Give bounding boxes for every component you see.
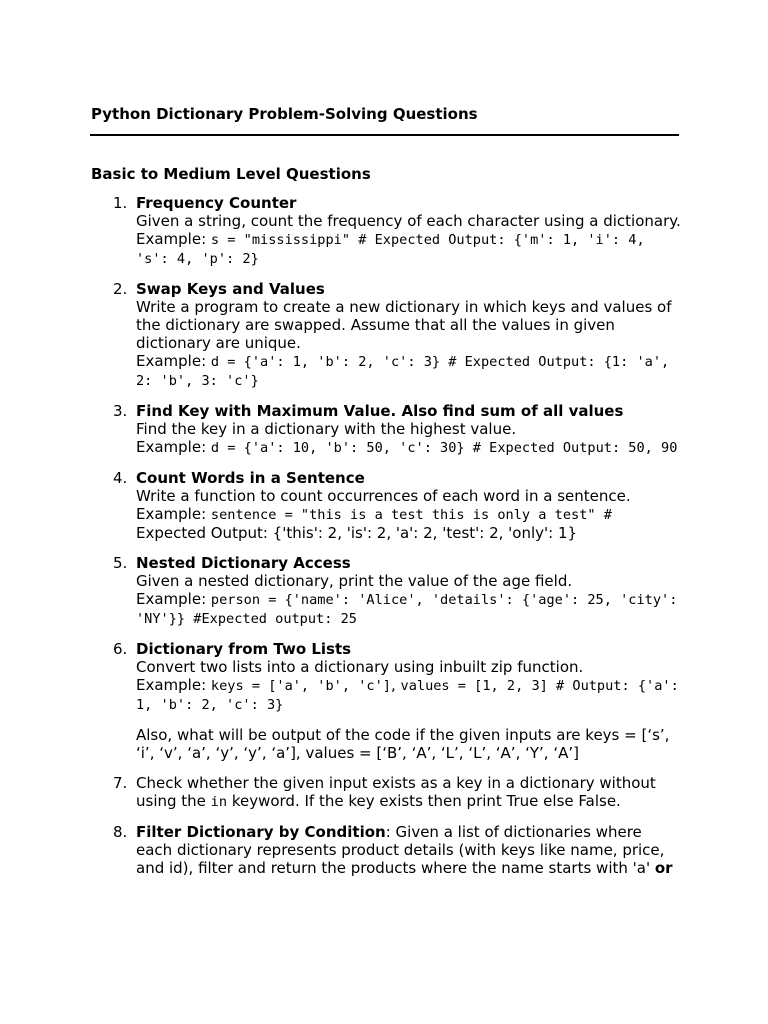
example-code: sentence = "this is a test this is only a test" #: [210, 507, 612, 523]
question-title: Nested Dictionary Access: [136, 554, 351, 572]
example-expected: Expected Output: {'this': 2, 'is': 2, 'a': 2, 'test': 2, 'only': 1}: [136, 524, 578, 542]
example-code: keys = ['a', 'b', 'c']: [210, 678, 391, 694]
question-list: [91, 194, 681, 889]
example-label: Example:: [136, 676, 211, 694]
question-description: Write a program to create a new dictionary in which keys and values of the dictionary are swapped. Assume that all the values in given dictionary are unique.: [136, 298, 672, 352]
section-heading: Basic to Medium Level Questions: [91, 165, 371, 183]
question-text-bold: or: [654, 859, 673, 877]
question-title: Find Key with Maximum Value. Also find sum of all values: [136, 402, 624, 420]
question-title: Frequency Counter: [136, 194, 297, 212]
question-4: [91, 469, 681, 542]
example-label: Example:: [136, 590, 211, 608]
example-code: person = {'name': 'Alice', 'details': {'age': 25, 'city': 'NY'}} #Expected output: 25: [136, 592, 678, 627]
question-1: [91, 194, 681, 268]
example-label: Example:: [136, 438, 211, 456]
title-divider: [90, 134, 679, 136]
example-code-values: values = [1, 2, 3] # Output: {'a': 1, 'b': 2, 'c': 3}: [136, 678, 679, 713]
question-title: Swap Keys and Values: [136, 280, 325, 298]
question-description: Convert two lists into a dictionary using inbuilt zip function.: [136, 658, 584, 676]
question-3: [91, 402, 681, 457]
question-text-end: keyword. If the key exists then print True else False.: [227, 792, 621, 810]
document-title: Python Dictionary Problem-Solving Questions: [91, 105, 478, 123]
question-example: [136, 505, 681, 542]
question-description: Given a nested dictionary, print the value of the age field.: [136, 572, 573, 590]
question-6: [91, 640, 681, 762]
question-example: [136, 590, 681, 628]
question-example: [136, 230, 681, 268]
example-label: Example:: [136, 505, 211, 523]
question-description: Find the key in a dictionary with the highest value.: [136, 420, 517, 438]
question-2: [91, 280, 681, 390]
question-description: Given a string, count the frequency of each character using a dictionary.: [136, 212, 681, 230]
question-text: : Given a list of dictionaries where each dictionary represents product details (with keys like name, price, and id), filter and return the products where the name starts with 'a': [136, 823, 665, 877]
example-label: Example:: [136, 352, 211, 370]
question-title: Count Words in a Sentence: [136, 469, 365, 487]
question-text: Check whether the given input exists as a key in a dictionary without using the: [136, 774, 656, 810]
inline-code: in: [210, 794, 228, 810]
question-number: 5.: [113, 554, 128, 572]
question-7: [91, 774, 681, 811]
example-separator: ,: [390, 676, 401, 694]
question-5: [91, 554, 681, 628]
question-description: [136, 823, 681, 877]
example-label: Example:: [136, 230, 211, 248]
question-example: [136, 676, 681, 714]
question-title: Dictionary from Two Lists: [136, 640, 352, 658]
example-expected: # Expected Output: 50, 90: [464, 440, 678, 456]
example-code: s = "mississippi" # Expected Output: {'m': 1, 'i': 4, 's': 4, 'p': 2}: [136, 232, 645, 267]
question-description: Write a function to count occurrences of each word in a sentence.: [136, 487, 631, 505]
question-number: 3.: [113, 402, 128, 420]
question-number: 2.: [113, 280, 128, 298]
question-8: [91, 823, 681, 877]
question-number: 7.: [113, 774, 128, 792]
example-code: d = {'a': 1, 'b': 2, 'c': 3} # Expected Output: {1: 'a', 2: 'b', 3: 'c'}: [136, 354, 670, 389]
question-number: 1.: [113, 194, 128, 212]
question-number: 6.: [113, 640, 128, 658]
question-followup: Also, what will be output of the code if the given inputs are keys = [‘s’, ‘i’, ‘v’, ‘a’, ‘y’, ‘y’, ‘a’], values = [‘B’, ‘A’, ‘L’, ‘L’, ‘A’, ‘Y’, ‘A’]: [136, 726, 670, 762]
question-number: 4.: [113, 469, 128, 487]
question-example: [136, 438, 681, 457]
question-title: Filter Dictionary by Condition: [136, 823, 386, 841]
question-number: 8.: [113, 823, 128, 841]
question-example: [136, 352, 681, 390]
question-description: [136, 774, 681, 811]
example-code: d = {'a': 10, 'b': 50, 'c': 30}: [210, 440, 465, 456]
